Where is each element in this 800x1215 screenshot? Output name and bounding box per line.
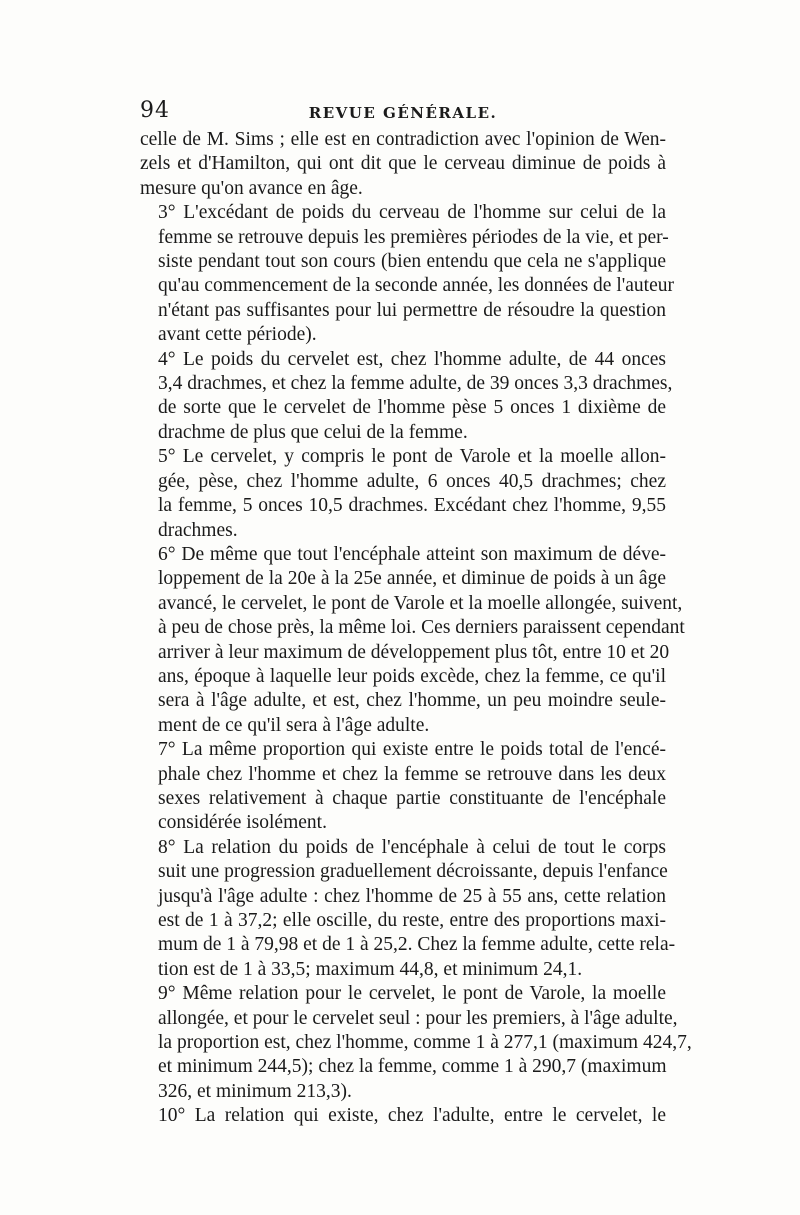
text-line: jusqu'à l'âge adulte : chez l'homme de 25 à 55 ans, cette relation	[158, 885, 666, 907]
text-line: mesure qu'on avance en âge.	[140, 177, 363, 199]
text-line: gée, pèse, chez l'homme adulte, 6 onces 40,5 drachmes; chez	[158, 470, 666, 492]
text-line: la proportion est, chez l'homme, comme 1 à 277,1 (maximum 424,7,	[158, 1032, 692, 1054]
text-line: 7° La même proportion qui existe entre le poids total de l'encé-	[158, 739, 666, 761]
text-line: 5° Le cervelet, y compris le pont de Varole et la moelle allon-	[158, 446, 666, 468]
text-line: sexes relativement à chaque partie constituante de l'encéphale	[158, 787, 666, 809]
paragraph	[140, 128, 666, 201]
text-line: avancé, le cervelet, le pont de Varole et la moelle allongée, suivent,	[158, 592, 683, 614]
text-line: ans, époque à laquelle leur poids excède, chez la femme, ce qu'il	[158, 665, 666, 687]
text-line: drachmes.	[158, 519, 238, 541]
text-line: 8° La relation du poids de l'encéphale à celui de tout le corps	[158, 836, 666, 858]
text-line: zels et d'Hamilton, qui ont dit que le cerveau diminue de poids à	[140, 153, 666, 175]
paragraph	[140, 738, 666, 836]
text-line: celle de M. Sims ; elle est en contradiction avec l'opinion de Wen-	[140, 129, 666, 150]
text-line: femme se retrouve depuis les premières périodes de la vie, et per-	[158, 226, 669, 248]
paragraph	[140, 348, 673, 446]
paragraph	[140, 982, 692, 1104]
text-line: ment de ce qu'il sera à l'âge adulte.	[158, 714, 430, 736]
text-line: loppement de la 20e à la 25e année, et diminue de poids à un âge	[158, 568, 666, 590]
text-line: arriver à leur maximum de développement plus tôt, entre 10 et 20	[158, 641, 670, 663]
text-line: qu'au commencement de la seconde année, les données de l'auteur	[158, 275, 674, 297]
text-line: suit une progression graduellement décroissante, depuis l'enfance	[158, 861, 668, 883]
text-line: 3° L'excédant de poids du cerveau de l'homme sur celui de la	[158, 202, 666, 224]
text-line: n'étant pas suffisantes pour lui permettre de résoudre la question	[158, 299, 666, 321]
text-line: 9° Même relation pour le cervelet, le pont de Varole, la moelle	[158, 983, 666, 1005]
paragraph	[140, 445, 666, 543]
paragraph	[140, 1104, 666, 1128]
body-text	[140, 128, 692, 1129]
text-line: à peu de chose près, la même loi. Ces derniers paraissent cependant	[158, 617, 685, 639]
paragraph	[140, 836, 676, 982]
page-header	[140, 98, 666, 126]
text-line: 4° Le poids du cervelet est, chez l'homme adulte, de 44 onces	[158, 348, 666, 370]
text-line: mum de 1 à 79,98 et de 1 à 25,2. Chez la femme adulte, cette rela-	[158, 934, 676, 956]
text-line: considérée isolément.	[158, 812, 327, 834]
text-line: 326, et minimum 213,3).	[158, 1080, 352, 1102]
text-line: 3,4 drachmes, et chez la femme adulte, de 39 onces 3,3 drachmes,	[158, 373, 673, 395]
text-line: tion est de 1 à 33,5; maximum 44,8, et minimum 24,1.	[158, 958, 583, 980]
running-head: REVUE GÉNÉRALE.	[308, 104, 498, 122]
text-line: siste pendant tout son cours (bien entendu que cela ne s'applique	[158, 251, 666, 273]
text-line: 10° La relation qui existe, chez l'adulte, entre le cervelet, le	[158, 1105, 666, 1127]
text-line: est de 1 à 37,2; elle oscille, du reste, entre des proportions maxi-	[158, 910, 666, 931]
text-line: phale chez l'homme et chez la femme se retrouve dans les deux	[158, 763, 666, 785]
text-line: allongée, et pour le cervelet seul : pour les premiers, à l'âge adulte,	[158, 1007, 678, 1029]
text-line: drachme de plus que celui de la femme.	[158, 421, 468, 443]
paragraph	[140, 543, 685, 738]
text-line: 6° De même que tout l'encéphale atteint son maximum de déve-	[158, 543, 666, 565]
paragraph	[140, 201, 674, 347]
text-line: sera à l'âge adulte, et est, chez l'homme, un peu moindre seule-	[158, 690, 666, 712]
text-line: avant cette période).	[158, 324, 317, 346]
text-line: de sorte que le cervelet de l'homme pèse 5 onces 1 dixième de	[158, 397, 666, 419]
page-number: 94	[140, 98, 170, 123]
text-line: et minimum 244,5); chez la femme, comme 1 à 290,7 (maximum	[158, 1056, 667, 1078]
text-line: la femme, 5 onces 10,5 drachmes. Excédant chez l'homme, 9,55	[158, 495, 666, 517]
